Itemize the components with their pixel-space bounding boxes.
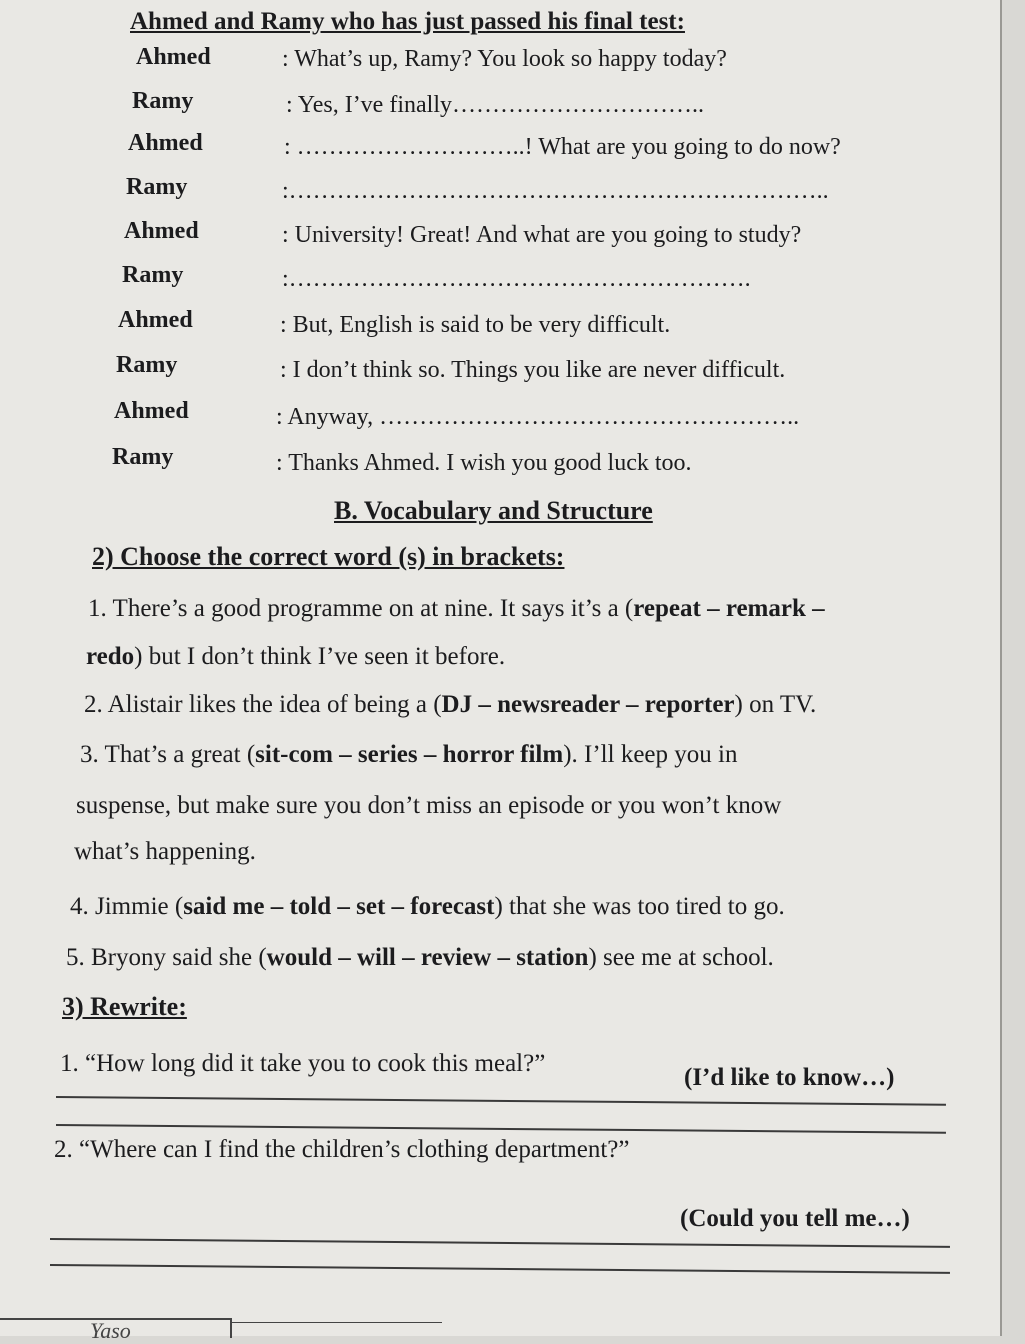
rewrite-hint: (Could you tell me…) xyxy=(680,1205,910,1232)
speaker-name: Ahmed xyxy=(128,130,203,156)
choice-item: 5. Bryony said she (would – will – review – station) see me at school. xyxy=(66,944,774,971)
dialogue-line: : Anyway, …………………………………………….. xyxy=(276,404,800,430)
dialogue-line: : I don’t think so. Things you like are never difficult. xyxy=(280,357,786,383)
footer-scrawl: Yaso xyxy=(90,1318,131,1343)
speaker-name: Ahmed xyxy=(114,398,189,424)
dialogue-line: : Thanks Ahmed. I wish you good luck too. xyxy=(276,450,692,476)
rewrite-item: 1. “How long did it take you to cook this meal?” xyxy=(60,1050,546,1077)
speaker-name: Ramy xyxy=(132,88,194,114)
question-3-heading: 3) Rewrite: xyxy=(62,992,187,1021)
answer-line xyxy=(56,1096,946,1106)
speaker-name: Ahmed xyxy=(118,307,193,333)
dialogue-line: : ………………………..! What are you going to do now? xyxy=(284,134,841,160)
choice-item: 2. Alistair likes the idea of being a (DJ – newsreader – reporter) on TV. xyxy=(84,691,817,718)
choice-item: suspense, but make sure you don’t miss an episode or you won’t know xyxy=(76,792,782,819)
answer-line xyxy=(50,1238,950,1248)
answer-line xyxy=(50,1264,950,1274)
dialogue-title: Ahmed and Ramy who has just passed his final test: xyxy=(130,8,685,35)
dialogue-line: :…………………………………………………. xyxy=(282,266,751,292)
speaker-name: Ramy xyxy=(112,444,174,470)
answer-line xyxy=(56,1124,946,1134)
dialogue-line: : What’s up, Ramy? You look so happy today? xyxy=(282,46,727,72)
speaker-name: Ramy xyxy=(126,174,188,200)
speaker-name: Ramy xyxy=(122,262,184,288)
rewrite-hint: (I’d like to know…) xyxy=(684,1064,895,1091)
dialogue-line: : Yes, I’ve finally………………………….. xyxy=(286,92,704,118)
dialogue-line: : But, English is said to be very difficult. xyxy=(280,312,671,338)
dialogue-line: : University! Great! And what are you going to study? xyxy=(282,222,802,248)
rewrite-item: 2. “Where can I find the children’s clothing department?” xyxy=(54,1136,630,1163)
choice-item: 3. That’s a great (sit-com – series – horror film). I’ll keep you in xyxy=(80,741,738,768)
choice-item: redo) but I don’t think I’ve seen it before. xyxy=(86,643,506,670)
dialogue-line: :………………………………………………………….. xyxy=(282,178,829,204)
speaker-name: Ahmed xyxy=(136,44,211,70)
speaker-name: Ramy xyxy=(116,352,178,378)
footer-line xyxy=(232,1322,442,1323)
section-b-heading: B. Vocabulary and Structure xyxy=(334,496,653,525)
speaker-name: Ahmed xyxy=(124,218,199,244)
question-2-heading: 2) Choose the correct word (s) in brackets: xyxy=(92,542,565,571)
choice-item: 1. There’s a good programme on at nine. It says it’s a (repeat – remark – xyxy=(88,595,825,622)
choice-item: 4. Jimmie (said me – told – set – forecast) that she was too tired to go. xyxy=(70,893,785,920)
choice-item: what’s happening. xyxy=(74,838,256,865)
